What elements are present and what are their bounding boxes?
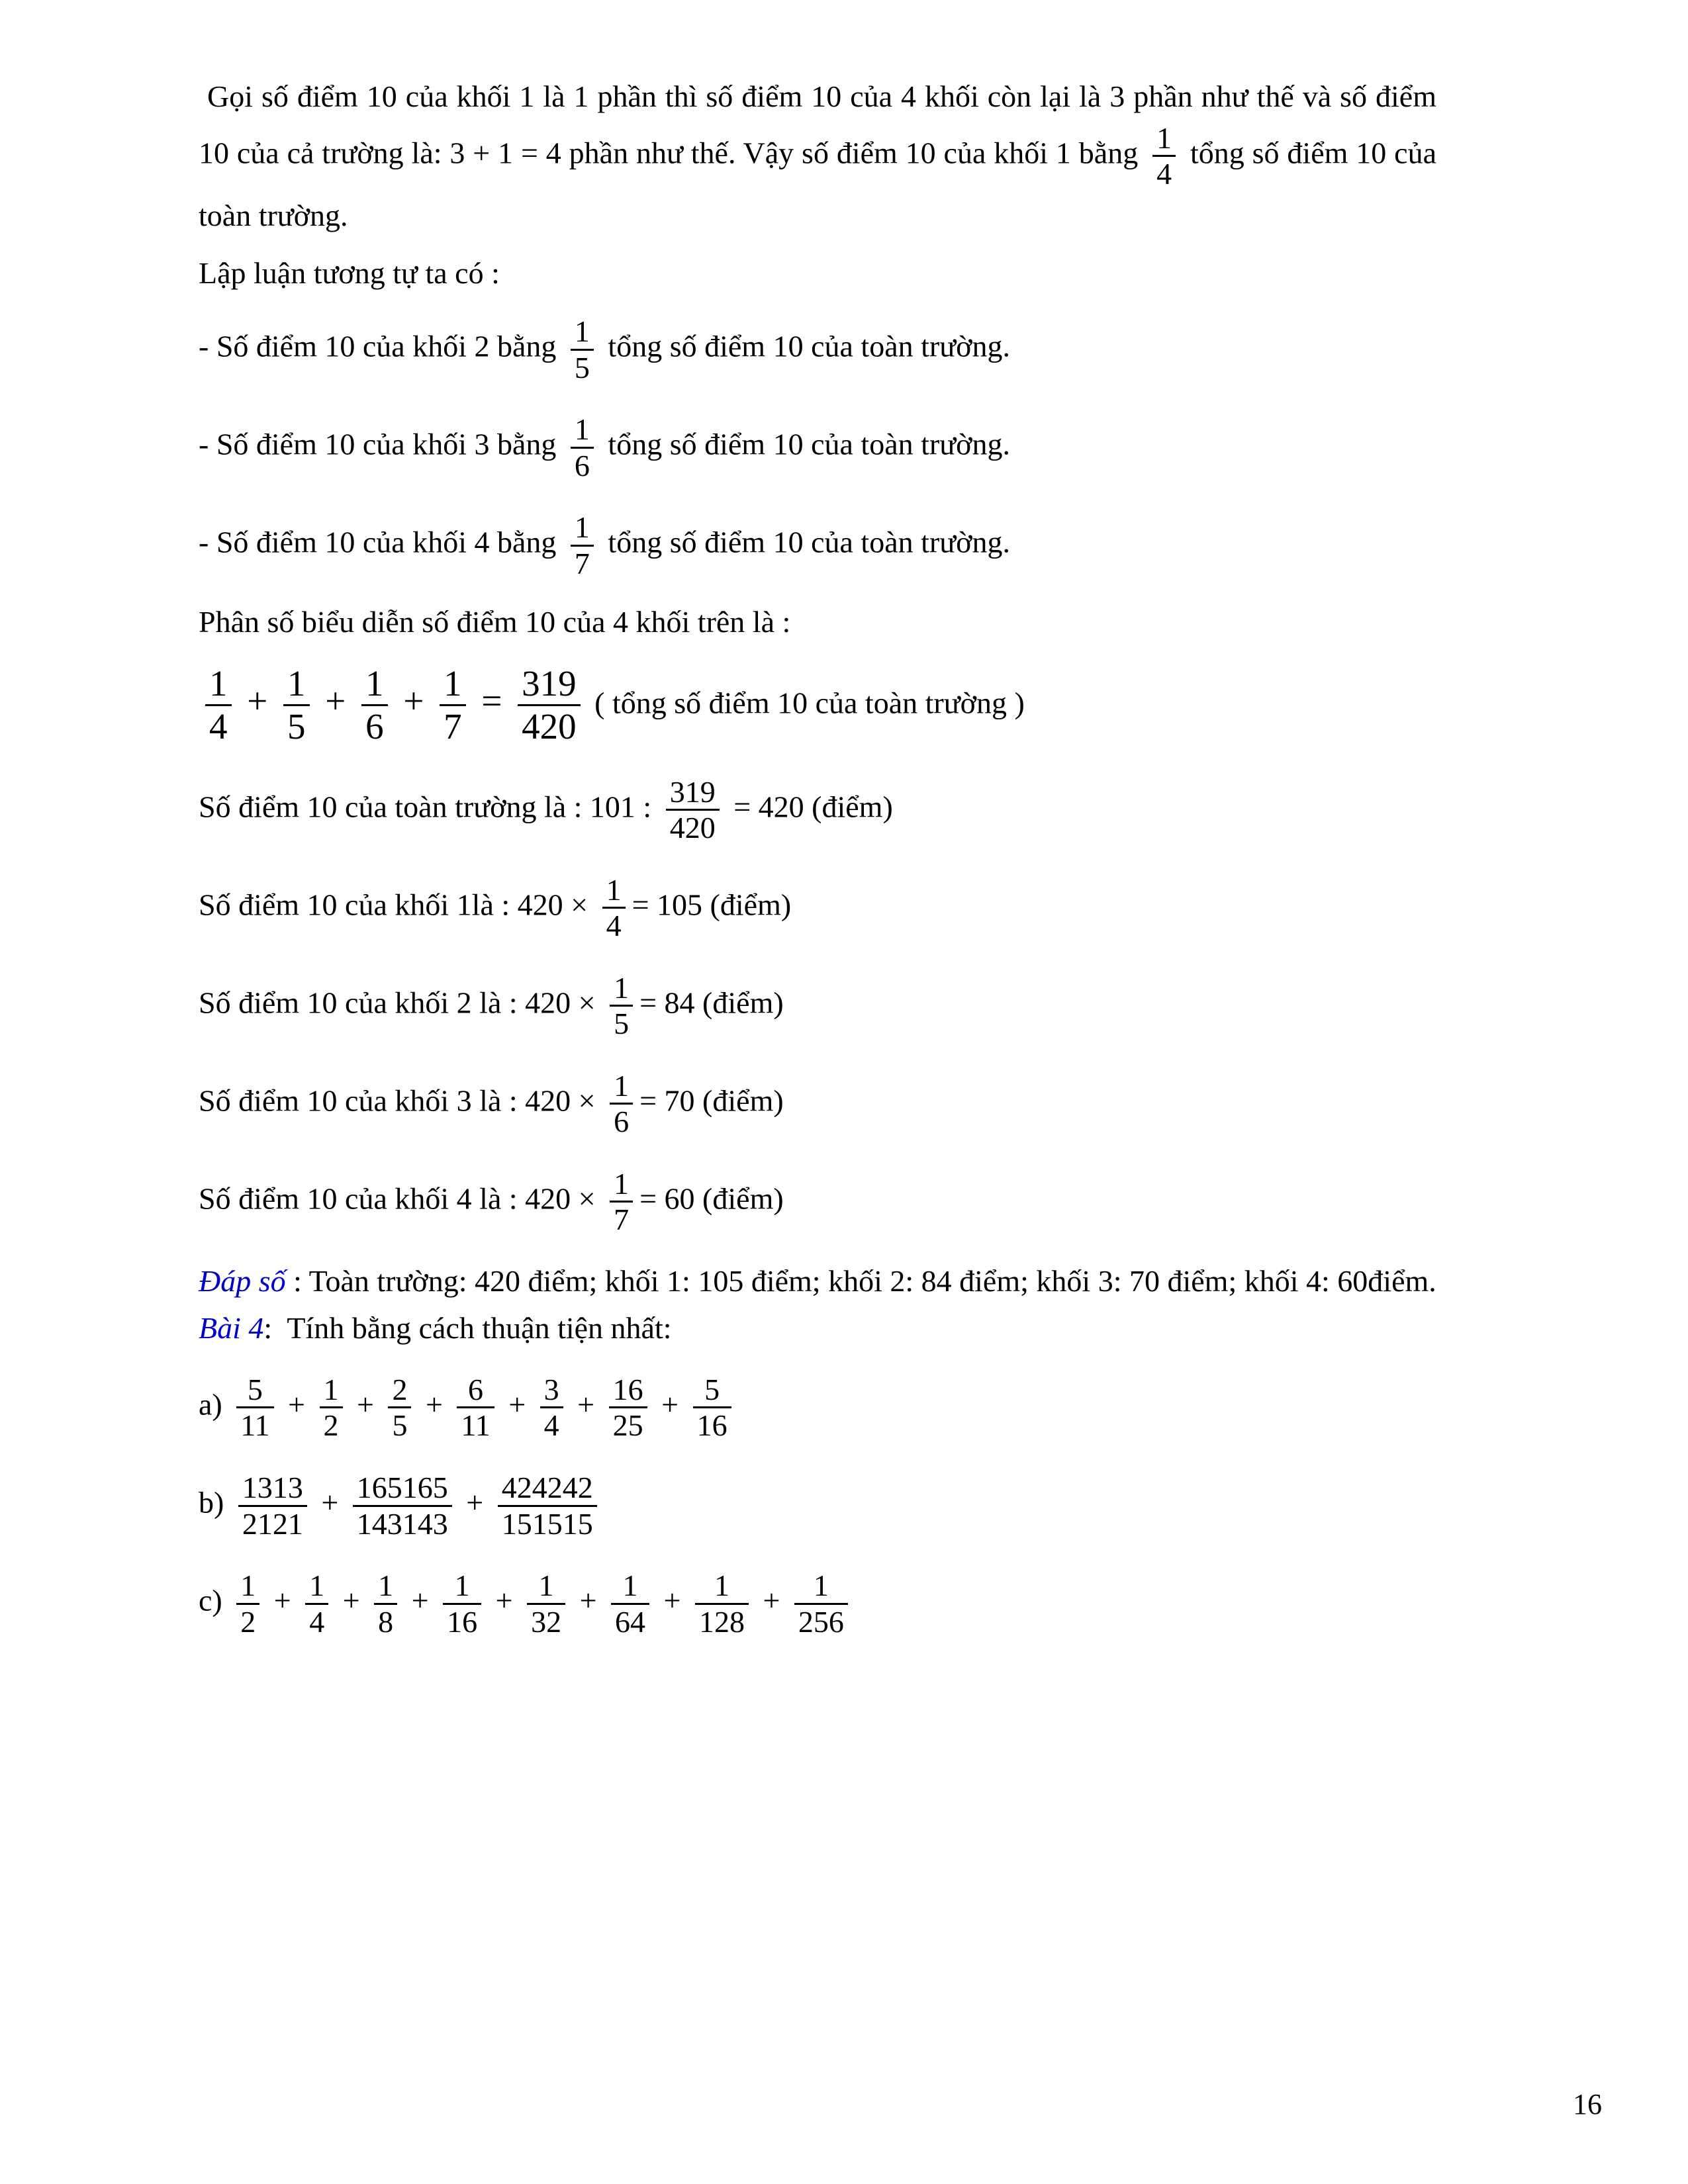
fraction-numerator: 1: [571, 412, 594, 449]
fraction-denominator: 256: [798, 1604, 844, 1639]
fraction: [540, 1373, 563, 1443]
line-khoi2-calc: [199, 967, 1436, 1045]
text-run: +: [755, 1583, 788, 1617]
fraction: [693, 1373, 731, 1443]
fraction: [666, 775, 720, 845]
text-run: Số điểm 10 của toàn trường là : 101 :: [199, 790, 659, 824]
fraction-numerator: 1: [794, 1569, 848, 1605]
fraction-numerator: 1: [571, 510, 594, 547]
text-run: a): [199, 1387, 230, 1422]
fraction-denominator: 25: [612, 1408, 643, 1443]
fraction: [388, 1373, 411, 1443]
fraction-numerator: 6: [457, 1373, 494, 1409]
text-run: +: [500, 1387, 534, 1422]
text-run: +: [458, 1485, 491, 1520]
fraction-numerator: 1: [205, 663, 232, 706]
para-solution-intro: [199, 76, 1444, 236]
fraction-numerator: 1: [283, 663, 310, 706]
fraction-numerator: 1: [610, 1069, 633, 1105]
text-run: = 420 (điểm): [726, 790, 893, 824]
fraction: [610, 971, 633, 1041]
fraction: [610, 1069, 633, 1139]
text-run: +: [572, 1583, 605, 1617]
fraction: [305, 1569, 328, 1639]
fraction: [205, 663, 232, 747]
line-phan-so-intro: [199, 604, 1436, 639]
fraction: [610, 1167, 633, 1237]
text-run: Số điểm 10 của khối 4 là : 420 ×: [199, 1181, 604, 1216]
fraction: [443, 1569, 481, 1639]
text-run: +: [418, 1387, 451, 1422]
fraction-denominator: 128: [698, 1604, 745, 1639]
fraction-denominator: 5: [287, 705, 306, 747]
line-lap-luan: [199, 255, 1436, 291]
text-run: +: [316, 681, 355, 722]
text-run: tổng số điểm 10 của toàn trường.: [600, 427, 1010, 461]
text-run: Lập luận tương tự ta có :: [199, 256, 500, 291]
fraction-numerator: 1: [305, 1569, 328, 1605]
text-run: +: [349, 1387, 382, 1422]
text-run: Phân số biểu diễn số điểm 10 của 4 khối trên là :: [199, 605, 791, 639]
line-bai-4: [199, 1308, 1436, 1349]
fraction-numerator: 1: [527, 1569, 565, 1605]
fraction-numerator: 1: [236, 1569, 259, 1605]
fraction-denominator: 7: [614, 1203, 630, 1237]
fraction-denominator: 32: [531, 1604, 562, 1639]
text-run: tổng số điểm 10 của toàn trường.: [600, 525, 1010, 559]
text-run: +: [280, 1387, 313, 1422]
line-khoi4-calc: [199, 1163, 1436, 1241]
fraction-numerator: 1: [610, 1167, 633, 1203]
text-run: +: [653, 1387, 686, 1422]
fraction: [611, 1569, 649, 1639]
text-run: +: [569, 1387, 602, 1422]
fraction-denominator: 64: [615, 1604, 646, 1639]
text-run: = 84 (điểm): [639, 985, 784, 1020]
text-run: +: [238, 681, 277, 722]
fraction-numerator: 5: [236, 1373, 273, 1409]
fraction-denominator: 11: [240, 1408, 270, 1443]
text-run: - Số điểm 10 của khối 2 bằng: [199, 329, 564, 363]
fraction: [1152, 121, 1176, 191]
fraction: [238, 1471, 307, 1541]
text-run: = 60 (điểm): [639, 1181, 784, 1216]
fraction: [609, 1373, 647, 1443]
line-exercise-b: [199, 1467, 1436, 1545]
fraction-numerator: 16: [609, 1373, 647, 1409]
text-run: tổng số điểm 10 của toàn trường.: [199, 136, 1444, 232]
text-run: +: [656, 1583, 688, 1617]
fraction: [236, 1569, 259, 1639]
fraction-denominator: 6: [574, 448, 590, 482]
fraction-denominator: 6: [365, 705, 384, 747]
fraction-numerator: 5: [693, 1373, 731, 1409]
text-run: - Số điểm 10 của khối 4 bằng: [199, 525, 564, 559]
fraction-denominator: 5: [574, 350, 590, 385]
text-run: +: [394, 681, 434, 722]
text-run: b): [199, 1485, 232, 1520]
fraction-numerator: 319: [518, 663, 581, 706]
fraction-denominator: 11: [461, 1408, 491, 1443]
fraction: [571, 412, 594, 482]
text-run: Số điểm 10 của khối 1là : 420 ×: [199, 887, 596, 922]
fraction: [320, 1373, 343, 1443]
fraction: [353, 1471, 452, 1541]
text-run: tổng số điểm 10 của toàn trường.: [600, 329, 1010, 363]
text-run: Gọi số điểm 10 của khối 1 là 1 phần thì số điểm 10 của 4 khối còn lại là 3 phần như thế và số điểm 10 của cả trường là: 3 + 1 = 4 phần như thế. Vậy số điểm 10 của khối 1 bằng: [199, 79, 1444, 170]
fraction-denominator: 8: [378, 1604, 394, 1639]
fraction: [794, 1569, 848, 1639]
fraction-numerator: 1: [1152, 121, 1176, 158]
fraction-denominator: 16: [447, 1604, 478, 1639]
fraction: [498, 1471, 597, 1541]
fraction-numerator: 1: [602, 873, 626, 909]
fraction-denominator: 5: [392, 1408, 408, 1443]
text-run: = 70 (điểm): [639, 1083, 784, 1118]
fraction-denominator: 2121: [242, 1506, 303, 1541]
fraction-numerator: 1: [610, 971, 633, 1007]
fraction-numerator: 2: [388, 1373, 411, 1409]
line-exercise-c: [199, 1565, 1436, 1643]
fraction: [440, 663, 466, 747]
text-run: ( tổng số điểm 10 của toàn trường ): [586, 686, 1025, 721]
highlight-label: Bài 4: [199, 1311, 264, 1345]
fraction-numerator: 165165: [353, 1471, 452, 1507]
line-khoi1-calc: [199, 869, 1436, 947]
text-run: =: [472, 681, 512, 722]
text-run: Số điểm 10 của khối 2 là : 420 ×: [199, 985, 604, 1020]
text-run: +: [488, 1583, 521, 1617]
page-number: 16: [1573, 2088, 1602, 2120]
line-khoi-2: [199, 310, 1436, 388]
text-run: = 105 (điểm): [632, 887, 792, 922]
line-exercise-a: [199, 1369, 1436, 1447]
fraction-denominator: 7: [574, 546, 590, 580]
fraction: [602, 873, 626, 943]
fraction-denominator: 4: [543, 1408, 559, 1443]
fraction-denominator: 5: [614, 1007, 630, 1041]
fraction-numerator: 1: [320, 1373, 343, 1409]
fraction-numerator: 1: [440, 663, 466, 706]
fraction-numerator: 1: [374, 1569, 397, 1605]
fraction-denominator: 2: [240, 1604, 256, 1639]
fraction-numerator: 1: [443, 1569, 481, 1605]
line-khoi-3: [199, 408, 1436, 486]
fraction-numerator: 424242: [498, 1471, 597, 1507]
fraction: [527, 1569, 565, 1639]
fraction: [571, 314, 594, 385]
fraction-denominator: 16: [696, 1408, 727, 1443]
fraction-denominator: 7: [444, 705, 462, 747]
text-run: +: [404, 1583, 437, 1617]
text-run: Số điểm 10 của khối 3 là : 420 ×: [199, 1083, 604, 1118]
fraction-numerator: 3: [540, 1373, 563, 1409]
line-khoi-4: [199, 506, 1436, 584]
fraction-denominator: 4: [309, 1604, 325, 1639]
fraction-numerator: 1: [571, 314, 594, 351]
text-run: : Toàn trường: 420 điểm; khối 1: 105 điểm; khối 2: 84 điểm; khối 3: 70 điểm; khối 4: 60điểm.: [285, 1263, 1436, 1298]
fraction-numerator: 1: [611, 1569, 649, 1605]
fraction-denominator: 420: [522, 705, 577, 747]
fraction: [283, 663, 310, 747]
text-run: - Số điểm 10 của khối 3 bằng: [199, 427, 564, 461]
fraction-denominator: 6: [614, 1105, 630, 1139]
text-run: +: [266, 1583, 299, 1617]
fraction-denominator: 4: [606, 909, 622, 943]
fraction: [695, 1569, 749, 1639]
fraction-numerator: 1: [695, 1569, 749, 1605]
fraction: [571, 510, 594, 580]
line-khoi3-calc: [199, 1065, 1436, 1143]
fraction-denominator: 4: [1156, 157, 1172, 191]
fraction: [361, 663, 388, 747]
fraction: [236, 1373, 273, 1443]
fraction-denominator: 420: [669, 811, 716, 845]
line-equation-sum: [199, 659, 1436, 751]
fraction: [457, 1373, 494, 1443]
fraction: [518, 663, 581, 747]
para-dap-so: [199, 1261, 1436, 1302]
fraction-numerator: 1: [361, 663, 388, 706]
highlight-label: Đáp số: [199, 1263, 286, 1298]
line-toan-truong-calc: [199, 771, 1436, 849]
fraction: [374, 1569, 397, 1639]
fraction-denominator: 143143: [356, 1506, 448, 1541]
fraction-denominator: 4: [209, 705, 228, 747]
text-run: +: [335, 1583, 368, 1617]
text-run: : Tính bằng cách thuận tiện nhất:: [263, 1311, 672, 1345]
text-run: +: [313, 1485, 346, 1520]
fraction-denominator: 151515: [501, 1506, 593, 1541]
text-run: c): [199, 1583, 230, 1617]
fraction-numerator: 319: [666, 775, 720, 811]
fraction-numerator: 1313: [238, 1471, 307, 1507]
document-content: [199, 76, 1444, 1643]
fraction-denominator: 2: [323, 1408, 339, 1443]
